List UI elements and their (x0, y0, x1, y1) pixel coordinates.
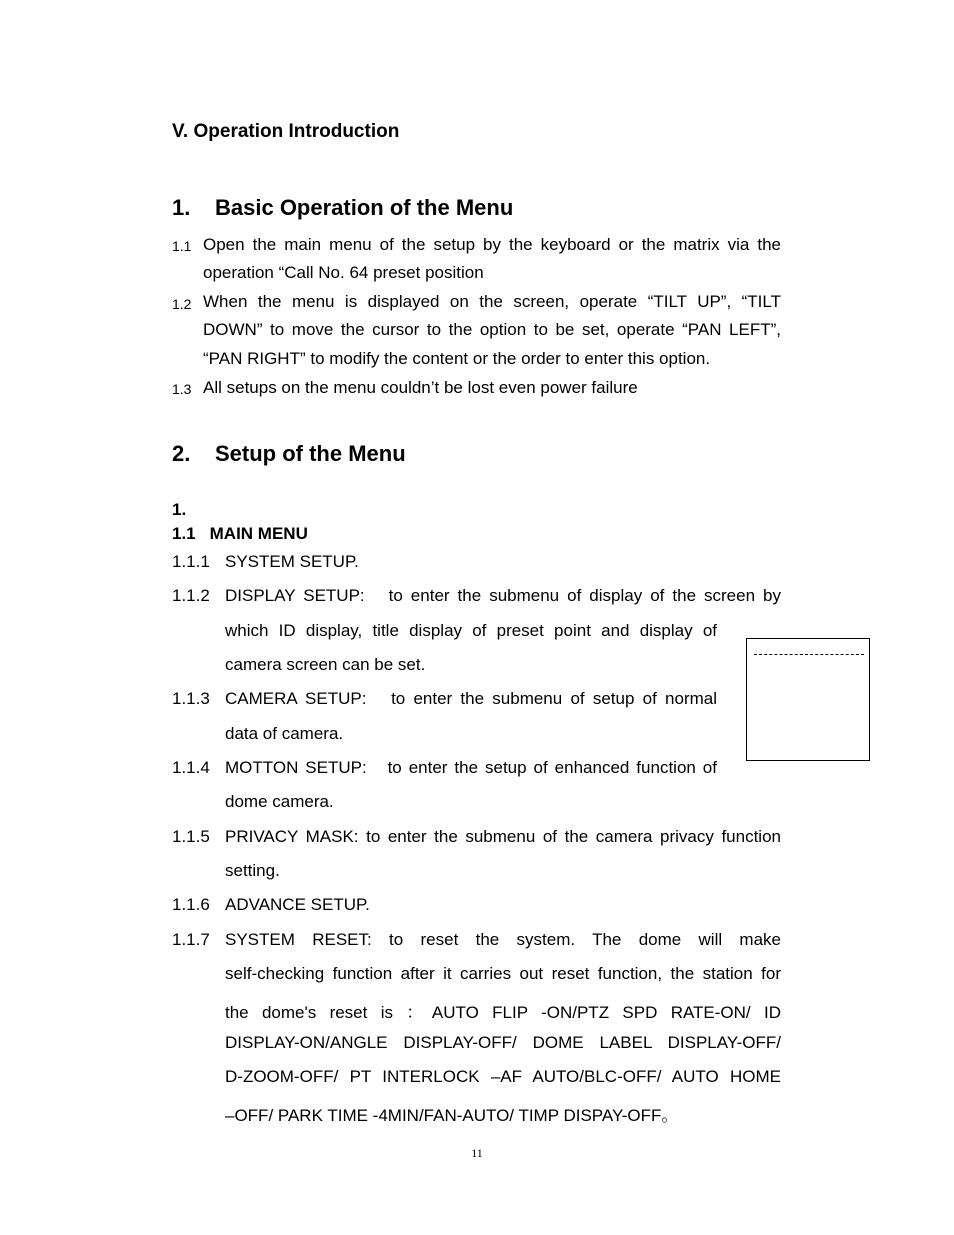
menu-item-line: SYSTEM RESET: to reset the system. The dome will make (225, 930, 781, 949)
section-1-number: 1. (172, 195, 191, 220)
menu-item-number: 1.1.4 (172, 758, 210, 777)
menu-item-line: data of camera. (225, 724, 344, 743)
menu-item-line: D-ZOOM-OFF/ PT INTERLOCK –AF AUTO/BLC-OFF/ AUTO HOME (225, 1067, 781, 1086)
menu-item-line: which ID display, title display of preset point and display of (225, 621, 717, 640)
menu-item-line: setting. (225, 861, 280, 880)
section-2-title: Setup of the Menu (215, 441, 406, 466)
menu-item-line: –OFF/ PARK TIME -4MIN/FAN-AUTO/ TIMP DISPAY-OFF。 (225, 1106, 679, 1125)
menu-item-line: DISPLAY-ON/ANGLE DISPLAY-OFF/ DOME LABEL DISPLAY-OFF/ (225, 1033, 781, 1052)
paragraph-line: Open the main menu of the setup by the keyboard or the matrix via the (203, 235, 781, 254)
menu-item-number: 1.1.1 (172, 552, 210, 571)
menu-item-line: the dome's reset is ：AUTO FLIP -ON/PTZ SPD RATE-ON/ ID (225, 1003, 781, 1022)
paragraph-line: All setups on the menu couldn’t be lost even power failure (203, 378, 638, 397)
menu-item-line: ADVANCE SETUP. (225, 895, 370, 914)
paragraph-line: DOWN” to move the cursor to the option to be set, operate “PAN LEFT”, (203, 320, 781, 339)
dashed-divider (754, 654, 864, 655)
menu-item-number: 1.1.2 (172, 586, 210, 605)
menu-screenshot-frame (746, 638, 870, 761)
paragraph-line: When the menu is displayed on the screen, operate “TILT UP”, “TILT (203, 292, 781, 311)
section-1-heading (172, 195, 513, 221)
menu-item-line: dome camera. (225, 792, 334, 811)
item-number: 1.3 (172, 381, 192, 397)
page-number: 11 (471, 1146, 483, 1160)
menu-item-line: CAMERA SETUP: to enter the submenu of setup of normal (225, 689, 717, 708)
menu-item-number: 1.1.6 (172, 895, 210, 914)
main-menu-number: 1.1 (172, 524, 196, 543)
main-menu-heading (172, 524, 308, 544)
item-number: 1.1 (172, 238, 192, 254)
paragraph-line: “PAN RIGHT” to modify the content or the order to enter this option. (203, 349, 711, 368)
item-number: 1.2 (172, 296, 192, 312)
menu-item-number: 1.1.7 (172, 930, 210, 949)
menu-item-line: camera screen can be set. (225, 655, 426, 674)
menu-item-line: SYSTEM SETUP. (225, 552, 359, 571)
subsection-number: 1. (172, 500, 187, 519)
menu-item-line: PRIVACY MASK: to enter the submenu of the camera privacy function (225, 827, 781, 846)
main-menu-label: MAIN MENU (209, 524, 308, 543)
paragraph-line: operation “Call No. 64 preset position (203, 263, 484, 282)
menu-item-line: MOTTON SETUP: to enter the setup of enhanced function of (225, 758, 717, 777)
section-1-title: Basic Operation of the Menu (215, 195, 514, 220)
menu-item-line: self-checking function after it carries out reset function, the station for (225, 964, 781, 983)
section-2-heading (172, 441, 406, 467)
menu-item-line: DISPLAY SETUP: to enter the submenu of display of the screen by (225, 586, 781, 605)
chapter-title: V. Operation Introduction (172, 121, 400, 142)
section-2-number: 2. (172, 441, 191, 466)
menu-item-number: 1.1.5 (172, 827, 210, 846)
menu-item-number: 1.1.3 (172, 689, 210, 708)
